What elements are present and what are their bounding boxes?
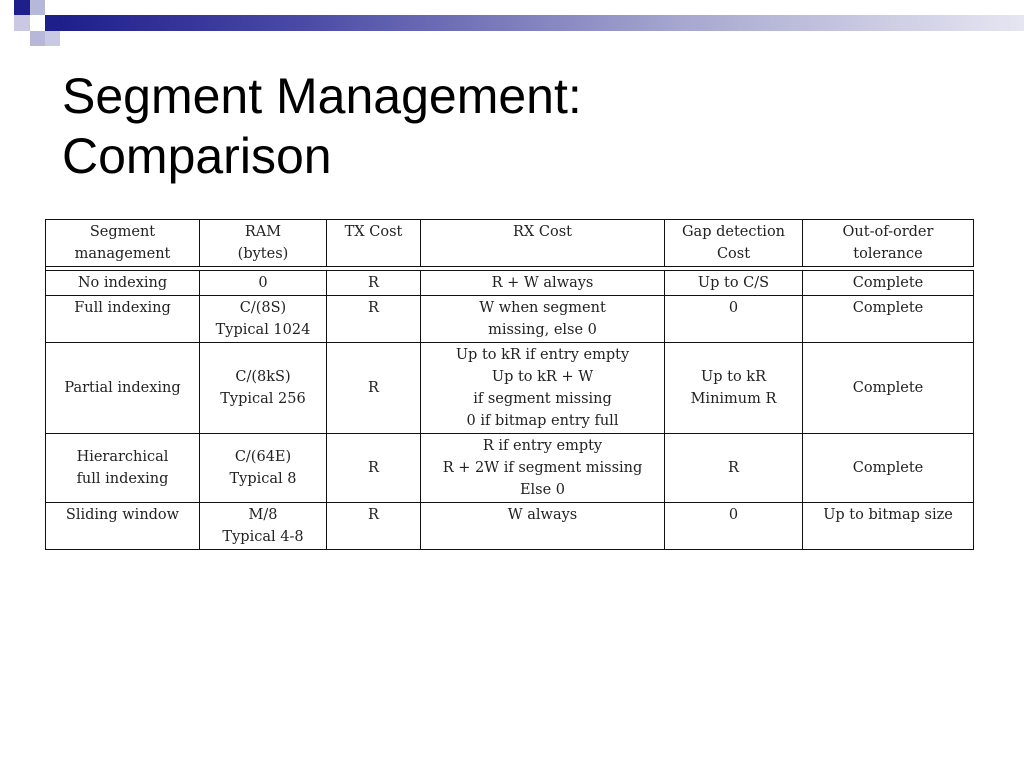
column-header-rx-cost bbox=[421, 219, 665, 267]
column-header-segment-management bbox=[45, 219, 200, 267]
header-row bbox=[45, 219, 974, 267]
tx-cost-cell bbox=[327, 503, 421, 550]
cell-text: if segment missing bbox=[473, 391, 612, 407]
column-header-gap-detection-cost bbox=[665, 219, 803, 267]
rx-cost-cell bbox=[421, 343, 665, 434]
decor-square bbox=[30, 31, 45, 46]
tolerance-cell bbox=[803, 270, 974, 296]
cell-text: R + W always bbox=[491, 275, 594, 291]
cell-text: Full indexing bbox=[74, 300, 171, 316]
header-text: RAM bbox=[244, 224, 282, 240]
slide-title-line-1: Segment Management: bbox=[62, 68, 582, 124]
cell-text: Partial indexing bbox=[64, 380, 181, 396]
rx-cost-cell bbox=[421, 296, 665, 343]
cell-text: Up to bitmap size bbox=[823, 507, 953, 523]
cell-text: Complete bbox=[852, 300, 924, 316]
tx-cost-cell bbox=[327, 296, 421, 343]
cell-text: Up to C/S bbox=[697, 275, 770, 291]
comparison-table bbox=[45, 219, 974, 550]
cell-text: Up to kR if entry empty bbox=[455, 347, 630, 363]
cell-text: Up to kR bbox=[701, 369, 766, 385]
tolerance-cell bbox=[803, 343, 974, 434]
gap-cost-cell bbox=[665, 503, 803, 550]
ram-cell bbox=[200, 434, 327, 503]
scheme-cell bbox=[45, 296, 200, 343]
gap-cost-cell bbox=[665, 296, 803, 343]
header-text: Segment bbox=[89, 224, 156, 240]
cell-text: C/(64E) bbox=[234, 449, 292, 465]
cell-text: Up to kR + W bbox=[491, 369, 594, 385]
cell-text: R bbox=[368, 460, 379, 476]
table-row bbox=[45, 343, 974, 434]
slide-title-line-2: Comparison bbox=[62, 128, 332, 184]
ram-cell bbox=[200, 270, 327, 296]
cell-text: R bbox=[368, 380, 379, 396]
cell-text: No indexing bbox=[77, 275, 168, 291]
tx-cost-cell bbox=[327, 434, 421, 503]
cell-text: Complete bbox=[852, 380, 924, 396]
header-text: RX Cost bbox=[513, 224, 572, 240]
cell-text: Typical 256 bbox=[220, 391, 306, 407]
cell-text: Minimum R bbox=[690, 391, 777, 407]
cell-text: 0 bbox=[258, 275, 268, 291]
scheme-cell bbox=[45, 434, 200, 503]
cell-text: 0 bbox=[728, 300, 739, 316]
header-text: (bytes) bbox=[237, 246, 289, 262]
cell-text: Typical 8 bbox=[229, 471, 297, 487]
header-text: Out-of-order bbox=[842, 224, 934, 240]
decor-square bbox=[14, 15, 30, 31]
column-header-ram-bytes bbox=[200, 219, 327, 267]
scheme-cell bbox=[45, 503, 200, 550]
table-row bbox=[45, 503, 974, 550]
cell-text: C/(8kS) bbox=[235, 369, 291, 385]
cell-text: 0 if bitmap entry full bbox=[466, 413, 619, 429]
table-body bbox=[45, 267, 974, 550]
tx-cost-cell bbox=[327, 343, 421, 434]
ram-cell bbox=[200, 343, 327, 434]
comparison-table-container bbox=[45, 219, 974, 550]
gap-cost-cell bbox=[665, 434, 803, 503]
cell-text: R bbox=[368, 507, 379, 523]
cell-text: R bbox=[728, 460, 739, 476]
cell-text: Else 0 bbox=[519, 482, 566, 498]
header-text: TX Cost bbox=[344, 224, 403, 240]
decor-square bbox=[14, 0, 30, 15]
header-text: management bbox=[74, 246, 171, 262]
decor-square bbox=[45, 31, 60, 46]
tolerance-cell bbox=[803, 434, 974, 503]
cell-text: Complete bbox=[852, 275, 924, 291]
scheme-cell bbox=[45, 270, 200, 296]
cell-text: R if entry empty bbox=[482, 438, 603, 454]
column-header-tx-cost bbox=[327, 219, 421, 267]
cell-text: Typical 4-8 bbox=[222, 529, 304, 545]
tolerance-cell bbox=[803, 296, 974, 343]
cell-text: W always bbox=[507, 507, 578, 523]
column-header-out-of-order-tolerance bbox=[803, 219, 974, 267]
header-decoration bbox=[0, 0, 1024, 48]
cell-text: 0 bbox=[728, 507, 739, 523]
header-text: Gap detection bbox=[681, 224, 786, 240]
gap-cost-cell bbox=[665, 270, 803, 296]
ram-cell bbox=[200, 503, 327, 550]
decor-square bbox=[30, 15, 45, 31]
table-row bbox=[45, 296, 974, 343]
tx-cost-cell bbox=[327, 270, 421, 296]
cell-text: R + 2W if segment missing bbox=[442, 460, 643, 476]
slide-title bbox=[62, 66, 962, 186]
header-gradient-bar bbox=[60, 15, 1024, 31]
header-text: Cost bbox=[716, 246, 751, 262]
cell-text: M/8 bbox=[248, 507, 278, 523]
gap-cost-cell bbox=[665, 343, 803, 434]
decor-square bbox=[30, 0, 45, 15]
cell-text: W when segment bbox=[479, 300, 606, 316]
scheme-cell bbox=[45, 343, 200, 434]
cell-text: Hierarchical bbox=[76, 449, 169, 465]
tolerance-cell bbox=[803, 503, 974, 550]
rx-cost-cell bbox=[421, 270, 665, 296]
cell-text: Sliding window bbox=[65, 507, 180, 523]
decor-square bbox=[45, 0, 60, 15]
decor-square bbox=[45, 15, 60, 31]
table-row bbox=[45, 434, 974, 503]
table-row bbox=[45, 270, 974, 296]
cell-text: R bbox=[368, 275, 379, 291]
cell-text: full indexing bbox=[76, 471, 169, 487]
cell-text: C/(8S) bbox=[239, 300, 287, 316]
table-header bbox=[45, 219, 974, 267]
ram-cell bbox=[200, 296, 327, 343]
header-text: tolerance bbox=[853, 246, 923, 262]
rx-cost-cell bbox=[421, 503, 665, 550]
rx-cost-cell bbox=[421, 434, 665, 503]
cell-text: Complete bbox=[852, 460, 924, 476]
cell-text: Typical 1024 bbox=[215, 322, 311, 338]
cell-text: missing, else 0 bbox=[488, 322, 597, 338]
cell-text: R bbox=[368, 300, 379, 316]
